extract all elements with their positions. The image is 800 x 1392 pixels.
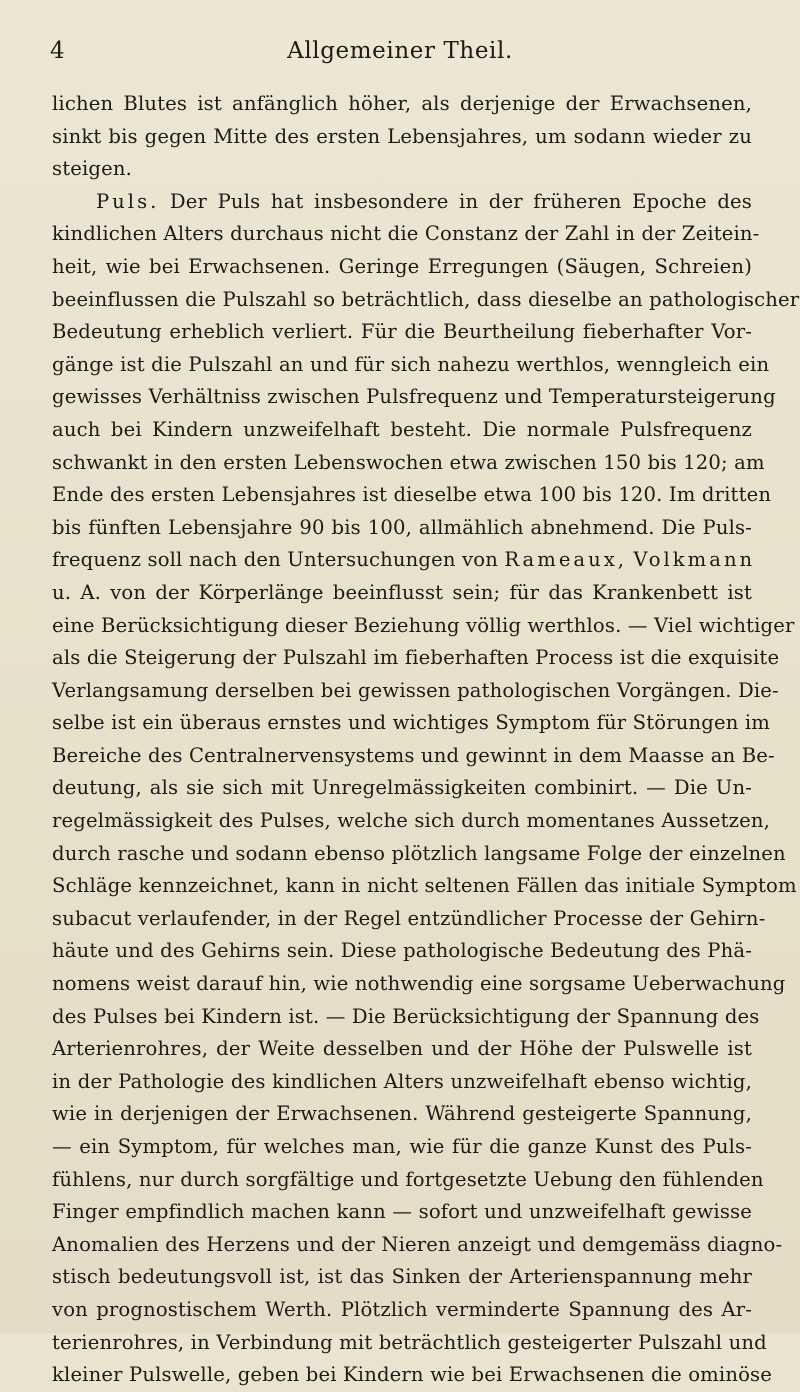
text-line: durch rasche und sodann ebenso plötzlich langsame Folge der einzelnen: [52, 841, 786, 865]
text-line: schwankt in den ersten Lebenswochen etwa zwischen 150 bis 120; am: [52, 450, 765, 474]
section-heading-puls: Puls.: [96, 189, 160, 213]
text-line: subacut verlaufender, in der Regel entzündlicher Processe der Gehirn-: [52, 906, 766, 930]
page-number: 4: [50, 38, 66, 64]
text-line: gänge ist die Pulszahl an und für sich nahezu werthlos, wenngleich ein: [52, 352, 770, 376]
text-line: Anomalien des Herzens und der Nieren anzeigt und demgemäss diagno-: [52, 1232, 783, 1256]
text-line: regelmässigkeit des Pulses, welche sich durch momentanes Aussetzen,: [52, 809, 770, 833]
text-line: lichen Blutes ist anfänglich höher, als derjenige der Erwachsenen,: [52, 92, 752, 115]
text-line: bis fünften Lebensjahre 90 bis 100, allmählich abnehmend. Die Puls-: [52, 515, 752, 539]
text-line: von prognostischem Werth. Plötzlich verminderte Spannung des Ar-: [52, 1297, 752, 1321]
text-line: Arterienrohres, der Weite desselben und der Höhe der Pulswelle ist: [52, 1037, 752, 1061]
text-line: deutung, als sie sich mit Unregelmässigkeiten combinirt. — Die Un-: [52, 776, 752, 800]
page-header-title: Allgemeiner Theil.: [287, 38, 513, 64]
text-line: [52, 186, 752, 219]
author-name-rameaux: Rameaux,: [504, 548, 627, 572]
text-line: beeinflussen die Pulszahl so beträchtlich, dass dieselbe an pathologischer: [52, 287, 800, 311]
text-line: heit, wie bei Erwachsenen. Geringe Erregungen (Säugen, Schreien): [52, 254, 752, 278]
text-line: Finger empfindlich machen kann — sofort und unzweifelhaft gewisse: [52, 1200, 752, 1224]
text-line: häute und des Gehirns sein. Diese pathologische Bedeutung des Phä-: [52, 939, 752, 963]
text-line: sinkt bis gegen Mitte des ersten Lebensjahres, um sodann wieder zu: [52, 124, 752, 148]
text-line: gewisses Verhältniss zwischen Pulsfrequenz und Temperatursteigerung: [52, 385, 776, 409]
text-line: terienrohres, in Verbindung mit beträchtlich gesteigerter Pulszahl und: [52, 1330, 767, 1354]
text-line: stisch bedeutungsvoll ist, ist das Sinken der Arterienspannung mehr: [52, 1265, 752, 1289]
text-line: des Pulses bei Kindern ist. — Die Berücksichtigung der Spannung des: [52, 1004, 760, 1028]
text-line: kleiner Pulswelle, geben bei Kindern wie bei Erwachsenen die ominöse: [52, 1363, 772, 1387]
text-line: Verlangsamung derselben bei gewissen pathologischen Vorgängen. Die-: [52, 678, 779, 702]
text-line: nomens weist darauf hin, wie nothwendig eine sorgsame Ueberwachung: [52, 972, 786, 996]
text-line: fühlens, nur durch sorgfältige und fortgesetzte Uebung den fühlenden: [52, 1167, 764, 1191]
text-line: Ende des ersten Lebensjahres ist dieselbe etwa 100 bis 120. Im dritten: [52, 483, 772, 507]
text-line: Bereiche des Centralnervensystems und gewinnt in dem Maasse an Be-: [52, 743, 775, 767]
text-line: Schläge kennzeichnet, kann in nicht seltenen Fällen das initiale Symptom: [52, 874, 797, 898]
text-line: — ein Symptom, für welches man, wie für die ganze Kunst des Puls-: [52, 1135, 752, 1158]
text-line: [52, 544, 756, 577]
running-head: [40, 38, 760, 70]
author-name-volkmann: Volkmann: [633, 548, 756, 572]
text-line-segment: Der Puls hat insbesondere in der früheren Epoche des: [169, 189, 752, 213]
text-line: als die Steigerung der Pulszahl im fieberhaften Process ist die exquisite: [52, 646, 780, 670]
text-line-segment: frequenz soll nach den Untersuchungen von: [52, 548, 498, 572]
text-line: kindlichen Alters durchaus nicht die Constanz der Zahl in der Zeitein-: [52, 222, 760, 246]
text-line: u. A. von der Körperlänge beeinflusst sein; für das Krankenbett ist: [52, 580, 752, 604]
text-line: wie in derjenigen der Erwachsenen. Während gesteigerte Spannung,: [52, 1102, 752, 1126]
text-line: eine Berücksichtigung dieser Beziehung völlig werthlos. — Viel wichtiger: [52, 613, 795, 637]
text-line: auch bei Kindern unzweifelhaft besteht. Die normale Pulsfrequenz: [52, 417, 752, 441]
text-line: selbe ist ein überaus ernstes und wichtiges Symptom für Störungen im: [52, 711, 771, 735]
text-line: Bedeutung erheblich verliert. Für die Beurtheilung fieberhafter Vor-: [52, 320, 752, 344]
text-line: steigen.: [52, 157, 132, 181]
text-line: in der Pathologie des kindlichen Alters unzweifelhaft ebenso wichtig,: [52, 1069, 752, 1093]
body-text: [52, 88, 800, 1392]
